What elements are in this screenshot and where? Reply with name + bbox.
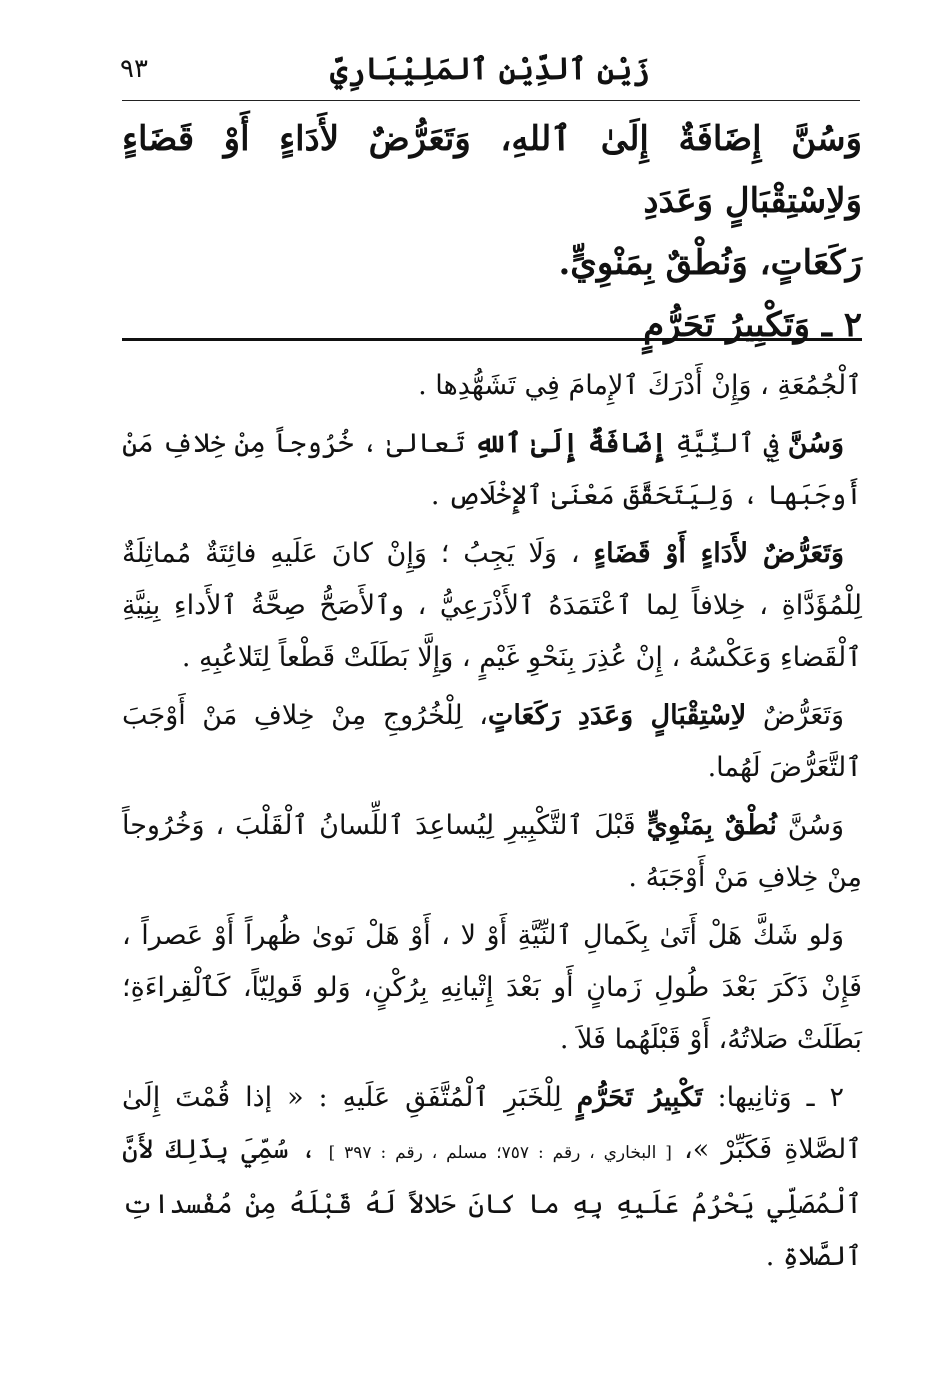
text-run: ٢ ـ وَثانِيها: — [702, 1082, 845, 1113]
paragraph — [122, 800, 862, 904]
text-run: قَبْلَ ٱلتَّكْبِيرِ لِيُساعِدَ ٱللِّسانُ ٱلْقَلْبَ ، وَخُرُوجاً مِنْ خِلافِ مَنْ أَوْجَبَهُ . — [122, 810, 862, 893]
text-run: تَعالىٰ ، خُرُوجاً مِنْ خِلافِ مَنْ أَوجَبَها ، وَلِيَتَحَقَّقَ مَعْنَىٰ ٱلإِخْلَاصِ . — [122, 428, 862, 511]
running-title: زَيْن ٱلدِّيْنِ ٱلمَلِيْبَارِيّ — [330, 52, 650, 87]
matn-line: وَسُنَّ إِضَافَةٌ إِلَىٰ ٱللهِ، وَتَعَرُّضٌ لأَدَاءٍ أَوْ قَضَاءٍ وَلاِسْتِقْبَالٍ وَعَدَدِ — [122, 119, 862, 221]
text-run: وَتَعَرُّضٌ — [746, 700, 844, 731]
hadith-reference: [ البخاري ، رقم : ٧٥٧؛ مسلم ، رقم : ٣٩٧ ] — [328, 1143, 672, 1163]
matn-line: رَكَعَاتٍ، وَنُطْقٌ بِمَنْوِيٍّ. — [558, 243, 862, 283]
header-rule — [122, 100, 860, 101]
text-run: فِي ٱلنِّيَّةِ — [667, 428, 788, 459]
matn-heading: ٢ ـ وَتَكْبِيرُ تَحَرُّمٍ — [643, 305, 862, 345]
bold-phrase: نُطْقٌ بِمَنْوِيٍّ — [646, 810, 777, 841]
bold-phrase: إِضَافَةٌ إِلَىٰ ٱللهِ — [474, 428, 668, 459]
bold-phrase: تَكْبِيرُ تَحَرُّمٍ — [576, 1082, 703, 1113]
page-header — [120, 52, 860, 98]
bold-phrase: وَتَعَرُّضٌ لأَدَاءٍ أَوْ قَضَاءٍ — [593, 538, 844, 569]
paragraph — [122, 690, 862, 794]
page-number: ٩٣ — [120, 54, 148, 84]
text-run: ، سُمِّيَ بِذَلِكَ لأَنَّ ٱلْمُصَلِّي يَحْرُمُ عَلَيهِ بِهِ ما كانَ حَلالاً لَهُ قَبْلَهُ مِنْ مُفْسداتِ ٱلصَّلاةِ . — [122, 1134, 862, 1272]
text-run: وَسُنَّ — [776, 810, 844, 841]
matn-text — [122, 108, 862, 356]
commentary-text — [122, 360, 862, 1289]
bold-phrase: وَسُنَّ — [787, 428, 844, 459]
paragraph: ٱلْجُمُعَةِ ، وَإِنْ أَدْرَكَ ٱلإِمامَ فِي تَشَهُّدِها . — [418, 370, 862, 401]
text-run: ، لِلْخُرُوجِ مِنْ خِلافِ مَنْ أَوْجَبَ ٱلتَّعَرُّضَ لَهُما. — [122, 700, 862, 783]
text-run: ، وَلَا يَجِبُ ؛ وَإِنْ كانَ عَلَيهِ فائِتَةٌ مُماثِلَةٌ لِلْمُؤَدَّاةِ ، خِلافاً لِما ٱعْتَمَدَهُ ٱلأَذْرَعِيُّ ، وٱلأَصَحُّ صِحَّةُ ٱلأَداءِ بِنِيَّةِ ٱلْقَضاءِ وَعَكْسُهُ ، إِنْ عُذِرَ بِنَحْوِ غَيْمٍ ، وَإِلَّا بَطَلَتْ قَطْعاً لِتَلاعُبِهِ . — [122, 538, 862, 673]
paragraph — [122, 528, 862, 684]
bold-phrase: لاِسْتِقْبَالٍ وَعَدَدِ رَكَعَاتٍ — [487, 700, 747, 731]
paragraph — [122, 1072, 862, 1283]
paragraph: وَلو شَكَّ هَلْ أَتَىٰ بِكَمالِ ٱلنِّيَّةِ أَوْ لا ، أَوْ هَلْ نَوىٰ ظُهراً أَوْ عَصراً ، فَإِنْ ذَكَرَ بَعْدَ طُولِ زَمانٍ أَو بَعْدَ إِتْيانِهِ بِرُكْنٍ، وَلو قَولِيّاً، كَٱلْقِراءَةِ؛ بَطَلَتْ صَلاتُهُ، أَوْ قَبْلَهُما فَلاَ . — [122, 920, 862, 1055]
section-divider — [122, 338, 862, 341]
text-run: لِلْخَبَرِ ٱلْمُتَّفَقِ عَلَيهِ : « إذا قُمْتَ إِلَىٰ ٱلصَّلاةِ فَكَبِّرْ »، — [122, 1082, 863, 1165]
paragraph — [122, 418, 862, 522]
